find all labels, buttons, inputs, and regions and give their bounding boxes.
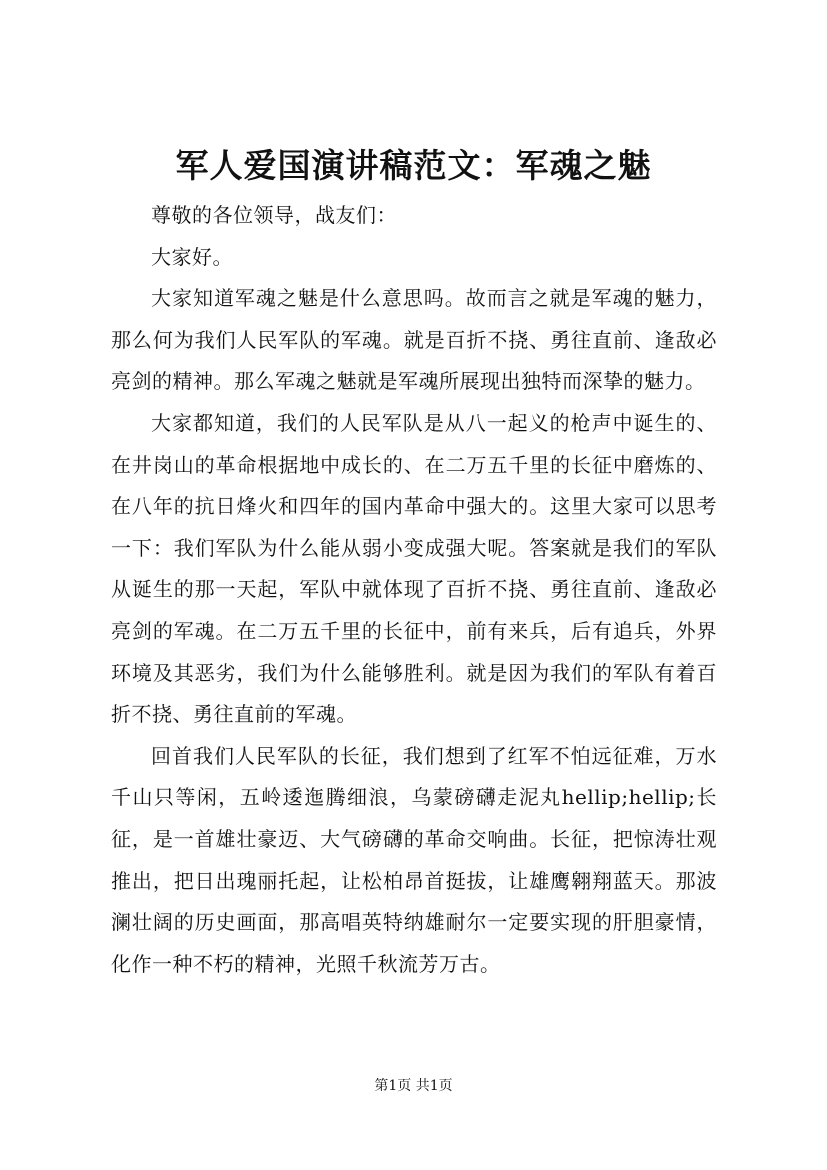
page-footer: 第1页 共1页 xyxy=(374,1078,453,1094)
paragraph: 大家知道军魂之魅是什么意思吗。故而言之就是军魂的魅力，那么何为我们人民军队的军魂。就是百折不挠、勇往直前、逢敌必亮剑的精神。那么军魂之魅就是军魂所展现出独特而深挚的魅力。 xyxy=(111,286,717,394)
paragraph: 大家都知道，我们的人民军队是从八一起义的枪声中诞生的、在井岗山的革命根据地中成长的、在二万五千里的长征中磨炼的、在八年的抗日烽火和四年的国内革命中强大的。这里大家可以思考一下：我们军队为什么能从弱小变成强大呢。答案就是我们的军队从诞生的那一天起，军队中就体现了百折不挠、勇往直前、逢敌必亮剑的军魂。在二万五千里的长征中，前有来兵，后有追兵，外界环境及其恶劣，我们为什么能够胜利。就是因为我们的军队有着百折不挠、勇往直前的军魂。 xyxy=(111,410,717,727)
greeting: 大家好。 xyxy=(151,244,233,269)
document-title: 军人爱国演讲稿范文：军魂之魅 xyxy=(175,146,652,185)
salutation: 尊敬的各位领导，战友们： xyxy=(151,203,397,227)
document-body xyxy=(111,195,717,985)
paragraph: 回首我们人民军队的长征，我们想到了红军不怕远征难，万水千山只等闲，五岭逶迤腾细浪，乌蒙磅礴走泥丸hellip;hellip;长征，是一首雄壮豪迈、大气磅礴的革命交响曲。长征，把惊涛壮观推出，把日出瑰丽托起，让松柏昂首挺拔，让雄鹰翱翔蓝天。那波澜壮阔的历史画面，那高唱英特纳雄耐尔一定要实现的肝胆豪情，化作一种不朽的精神，光照千秋流芳万古。 xyxy=(111,743,717,976)
